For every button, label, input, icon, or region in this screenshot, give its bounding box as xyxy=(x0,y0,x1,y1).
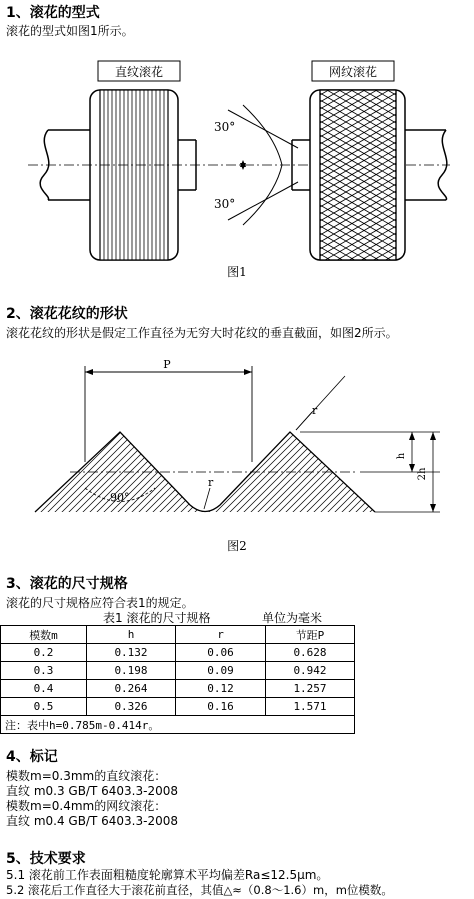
straight-knurl-label: 直纹滚花 xyxy=(114,65,164,79)
2h-label: 2h xyxy=(417,467,428,481)
angle-bottom-label: 30° xyxy=(214,197,236,211)
straight-knurl-wheel xyxy=(90,90,178,260)
header-cell: 模数m xyxy=(1,626,87,644)
table-cell: 0.2 xyxy=(1,644,87,662)
pitch-label: P xyxy=(163,358,171,371)
section-5-heading: 5、技术要求 xyxy=(6,851,86,867)
table-cell: 0.3 xyxy=(1,662,87,680)
table-cell: 0.09 xyxy=(176,662,266,680)
table-row xyxy=(1,680,355,698)
section-2-heading: 2、滚花花纹的形状 xyxy=(6,306,128,322)
table-row xyxy=(1,644,355,662)
table-cell: 0.198 xyxy=(87,662,176,680)
table-cell: 0.5 xyxy=(1,698,87,716)
marking-line: 模数m=0.3mm的直纹滚花： xyxy=(6,769,167,783)
header-cell: h xyxy=(87,626,176,644)
angle-90-label: 90° xyxy=(110,491,130,504)
h-label: h xyxy=(396,452,407,460)
table-cell: 0.16 xyxy=(176,698,266,716)
table-cell: 0.264 xyxy=(87,680,176,698)
table-cell: 0.12 xyxy=(176,680,266,698)
table-row xyxy=(1,698,355,716)
mesh-knurl-label: 网纹滚花 xyxy=(328,65,378,79)
spec-table xyxy=(0,625,355,734)
header-cell: r xyxy=(176,626,266,644)
section-3-heading: 3、滚花的尺寸规格 xyxy=(6,576,128,592)
table-row xyxy=(1,662,355,680)
table-cell: 0.942 xyxy=(266,662,355,680)
section-4-heading: 4、标记 xyxy=(6,749,58,765)
top-radius-label: r xyxy=(312,404,318,417)
table-cell: 0.06 xyxy=(176,644,266,662)
table-cell: 0.628 xyxy=(266,644,355,662)
pitch-dimension xyxy=(85,366,252,462)
bottom-radius-label: r xyxy=(208,476,214,489)
mesh-knurl-wheel xyxy=(310,55,405,280)
straight-knurl-label-box xyxy=(98,61,180,81)
figure-1-caption: 图1 xyxy=(227,265,247,279)
table-header-row xyxy=(1,626,355,644)
section-3-description: 滚花的尺寸规格应符合表1的规定。 xyxy=(6,596,194,610)
header-cell: 节距P xyxy=(266,626,355,644)
figure-2-caption: 图2 xyxy=(227,539,247,553)
table-note: 注：表中h=0.785m-0.414r。 xyxy=(1,716,355,734)
table-cell: 1.257 xyxy=(266,680,355,698)
marking-line: 模数m=0.4mm的网纹滚花： xyxy=(6,799,167,813)
figure-1-knurling-types xyxy=(0,55,474,280)
table-cell: 0.326 xyxy=(87,698,176,716)
table-cell: 0.4 xyxy=(1,680,87,698)
table-note-row xyxy=(1,716,355,734)
figure-2-profile xyxy=(0,345,474,560)
section-1-description: 滚花的型式如图1所示。 xyxy=(6,24,134,38)
section-1-heading: 1、滚花的型式 xyxy=(6,5,100,21)
table-unit: 单位为毫米 xyxy=(262,611,323,625)
requirement-line: 5.1 滚花前工作表面粗糙度轮廓算术平均偏差Ra≤12.5μm。 xyxy=(6,868,329,882)
marking-line: 直纹 m0.4 GB/T 6403.3-2008 xyxy=(6,814,178,828)
requirement-line: 5.2 滚花后工作直径大于滚花前直径，其值△≈（0.8～1.6）m，m位模数。 xyxy=(6,883,393,897)
table-title: 表1 滚花的尺寸规格 xyxy=(103,611,211,625)
marking-line: 直纹 m0.3 GB/T 6403.3-2008 xyxy=(6,784,178,798)
mesh-knurl-label-box xyxy=(312,61,394,81)
angle-top-label: 30° xyxy=(214,120,236,134)
table-cell: 1.571 xyxy=(266,698,355,716)
section-2-description: 滚花花纹的形状是假定工作直径为无穷大时花纹的垂直截面，如图2所示。 xyxy=(6,326,398,340)
table-cell: 0.132 xyxy=(87,644,176,662)
